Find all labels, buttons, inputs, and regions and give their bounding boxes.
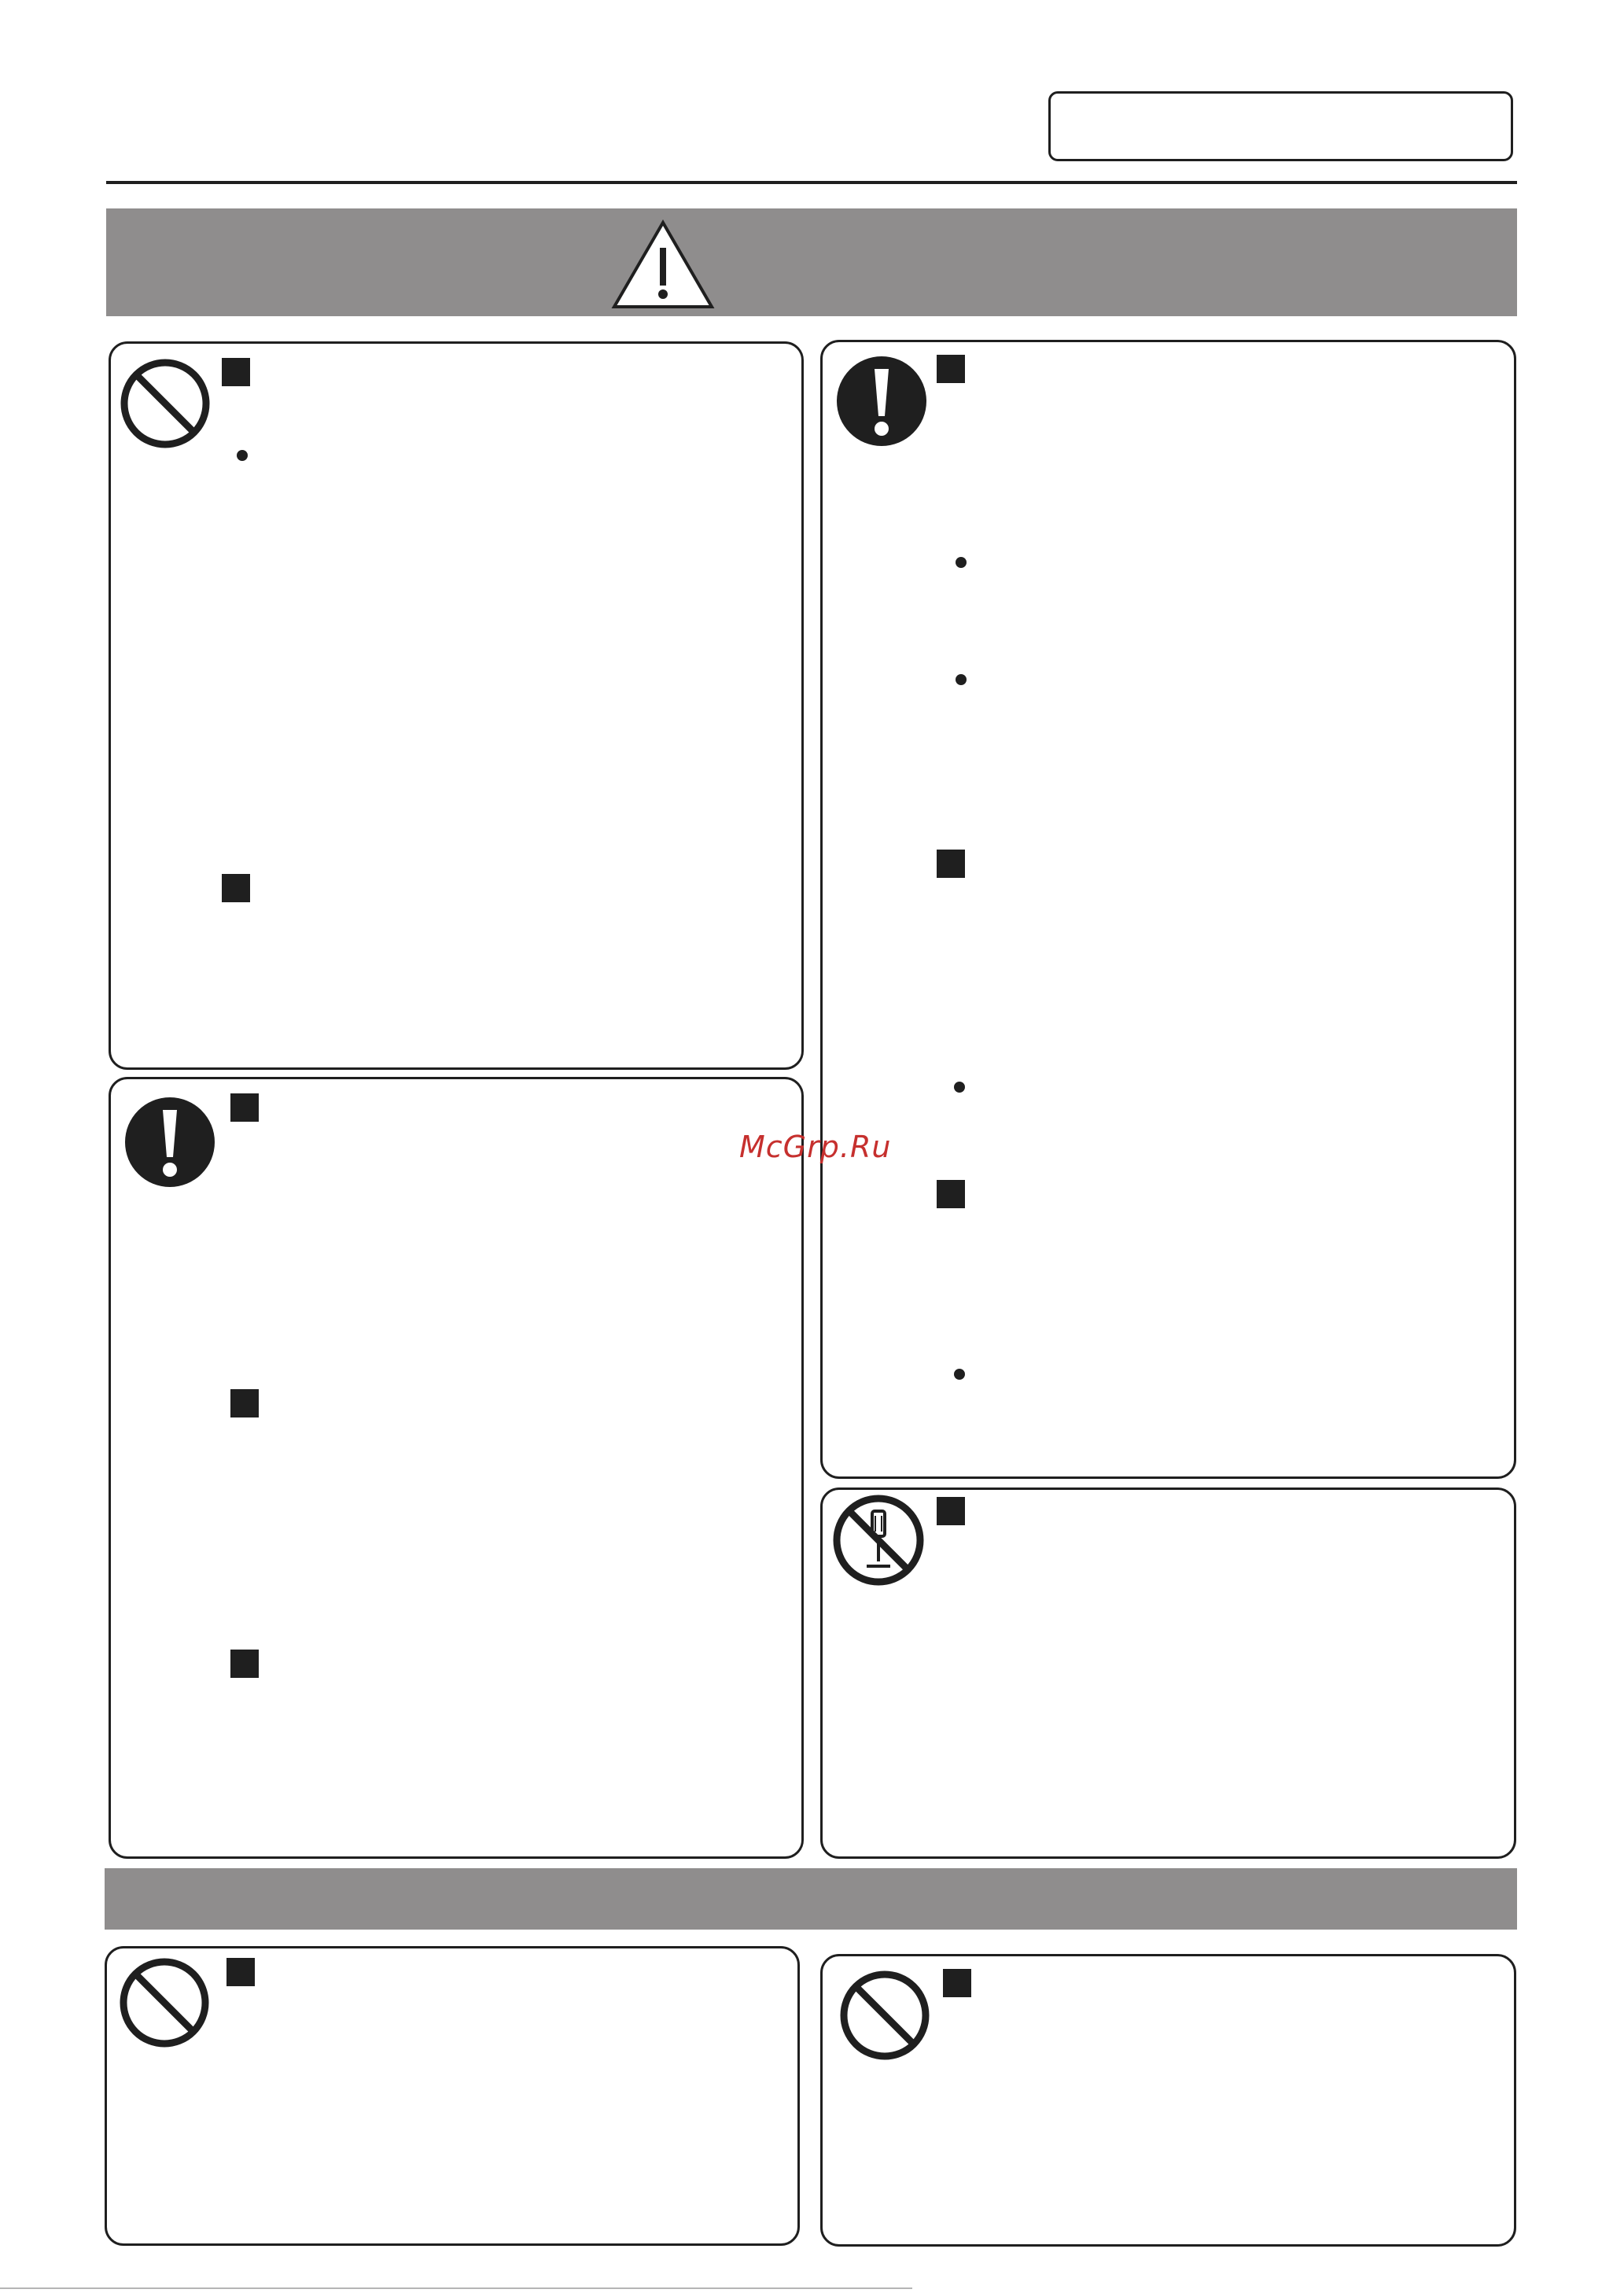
caution-band: [105, 1868, 1517, 1930]
prohibition-icon: [838, 1969, 931, 2062]
prohibition-icon: [119, 357, 212, 450]
exclamation-icon: [123, 1096, 216, 1189]
section-marker: [937, 355, 965, 383]
bullet: [956, 557, 967, 568]
header-label-box: [1048, 91, 1513, 161]
no-disassembly-icon: [832, 1494, 925, 1587]
bullet: [237, 450, 248, 461]
section-marker: [222, 874, 250, 902]
watermark: McGrp.Ru: [739, 1130, 892, 1164]
section-marker: [937, 1497, 965, 1525]
panel-prohibited-1: [109, 341, 804, 1070]
section-marker: [230, 1093, 259, 1122]
section-marker: [937, 1180, 965, 1208]
section-marker: [226, 1958, 255, 1986]
bullet: [954, 1082, 965, 1093]
footer-rule: [0, 2287, 912, 2289]
bullet: [954, 1369, 965, 1380]
prohibition-icon: [118, 1956, 211, 2049]
exclamation-icon: [835, 355, 928, 448]
section-marker: [230, 1389, 259, 1417]
warning-triangle-icon: [610, 218, 716, 311]
section-marker: [222, 358, 250, 386]
header-rule: [106, 181, 1517, 184]
panel-mandatory-2: [820, 340, 1516, 1479]
warning-band: [106, 208, 1517, 316]
bullet: [956, 674, 967, 685]
section-marker: [230, 1650, 259, 1678]
section-marker: [937, 850, 965, 878]
section-marker: [943, 1969, 971, 1997]
panel-mandatory-1: [109, 1077, 804, 1859]
